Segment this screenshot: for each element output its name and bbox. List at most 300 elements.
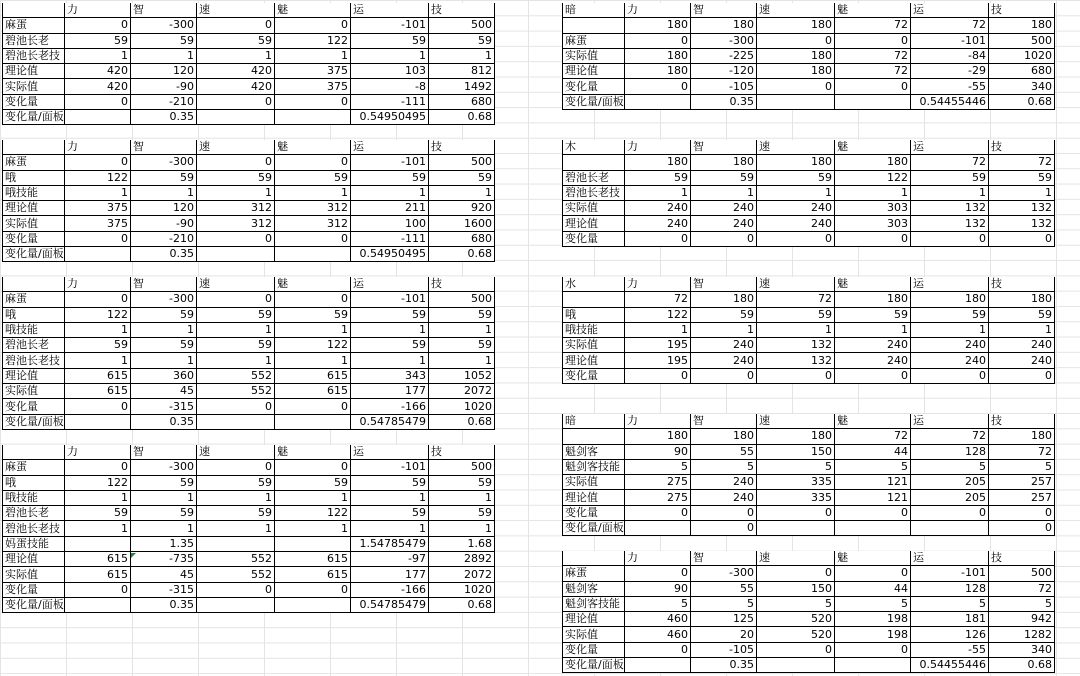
column-header-cell[interactable]: 魅 xyxy=(275,445,351,460)
value-cell[interactable]: 1 xyxy=(131,185,197,200)
value-cell[interactable]: 0 xyxy=(835,368,911,383)
value-cell[interactable]: 0 xyxy=(691,521,757,536)
value-cell[interactable]: 0.54455446 xyxy=(911,658,989,673)
row-label-cell[interactable]: 理论值 xyxy=(563,612,625,627)
value-cell[interactable]: 5 xyxy=(691,459,757,474)
value-cell[interactable]: 460 xyxy=(625,612,691,627)
value-cell[interactable]: 257 xyxy=(989,475,1055,490)
column-header-cell[interactable]: 力 xyxy=(625,140,691,155)
value-cell[interactable]: 1 xyxy=(131,322,197,337)
value-cell[interactable]: 0 xyxy=(757,33,835,48)
value-cell[interactable]: 59 xyxy=(691,307,757,322)
column-header-cell[interactable]: 技 xyxy=(989,140,1055,155)
row-label-cell[interactable]: 魁剑客技能 xyxy=(563,459,625,474)
column-header-cell[interactable]: 速 xyxy=(757,414,835,429)
value-cell[interactable]: 500 xyxy=(429,292,495,307)
row-label-cell[interactable]: 变化量/面板 xyxy=(563,658,625,673)
row-label-cell[interactable]: 哦技能 xyxy=(3,322,65,337)
value-cell[interactable]: 0 xyxy=(65,292,131,307)
value-cell[interactable]: 1 xyxy=(65,48,131,63)
value-cell[interactable]: 1 xyxy=(65,521,131,536)
value-cell[interactable]: 552 xyxy=(197,567,275,582)
row-label-cell[interactable]: 变化量 xyxy=(563,231,625,246)
value-cell[interactable]: 177 xyxy=(351,567,429,582)
value-cell[interactable]: 0 xyxy=(757,505,835,520)
value-cell[interactable]: 0 xyxy=(625,231,691,246)
value-cell[interactable]: 0 xyxy=(911,368,989,383)
value-cell[interactable]: 240 xyxy=(989,353,1055,368)
value-cell[interactable]: 59 xyxy=(131,338,197,353)
value-cell[interactable]: 59 xyxy=(275,475,351,490)
value-cell[interactable]: 360 xyxy=(131,368,197,383)
value-cell[interactable]: 59 xyxy=(911,170,989,185)
value-cell[interactable]: 1052 xyxy=(429,368,495,383)
column-header-cell[interactable]: 智 xyxy=(131,277,197,292)
value-cell[interactable]: 59 xyxy=(429,475,495,490)
value-cell[interactable]: 312 xyxy=(197,201,275,216)
value-cell[interactable]: 1 xyxy=(131,521,197,536)
row-label-cell[interactable]: 哦 xyxy=(3,475,65,490)
column-header-cell[interactable]: 魅 xyxy=(835,277,911,292)
row-label-cell[interactable]: 变化量 xyxy=(563,368,625,383)
value-cell[interactable]: -166 xyxy=(351,399,429,414)
row-label-cell[interactable]: 变化量/面板 xyxy=(563,521,625,536)
value-cell[interactable]: 942 xyxy=(989,612,1055,627)
column-header-cell[interactable]: 力 xyxy=(625,414,691,429)
value-cell[interactable]: 0 xyxy=(275,18,351,33)
row-label-cell[interactable]: 实际值 xyxy=(563,627,625,642)
value-cell[interactable]: 1 xyxy=(65,185,131,200)
value-cell[interactable] xyxy=(275,110,351,125)
column-header-cell[interactable]: 速 xyxy=(197,277,275,292)
value-cell[interactable]: 1 xyxy=(197,322,275,337)
value-cell[interactable]: 240 xyxy=(911,338,989,353)
header-label-cell[interactable] xyxy=(3,3,65,18)
value-cell[interactable]: 0 xyxy=(65,94,131,109)
value-cell[interactable]: 195 xyxy=(625,353,691,368)
value-cell[interactable]: 0 xyxy=(757,231,835,246)
value-cell[interactable]: 72 xyxy=(911,155,989,170)
value-cell[interactable]: 59 xyxy=(351,170,429,185)
value-cell[interactable]: 0 xyxy=(275,292,351,307)
value-cell[interactable]: 375 xyxy=(65,201,131,216)
value-cell[interactable]: 72 xyxy=(989,581,1055,596)
value-cell[interactable]: 72 xyxy=(757,292,835,307)
row-label-cell[interactable]: 理论值 xyxy=(563,64,625,79)
value-cell[interactable]: 180 xyxy=(835,155,911,170)
value-cell[interactable]: 20 xyxy=(691,627,757,642)
value-cell[interactable]: -29 xyxy=(911,64,989,79)
value-cell[interactable]: 59 xyxy=(429,307,495,322)
value-cell[interactable]: 1 xyxy=(131,490,197,505)
value-cell[interactable]: 59 xyxy=(131,307,197,322)
value-cell[interactable]: 1 xyxy=(351,322,429,337)
value-cell[interactable]: 59 xyxy=(757,170,835,185)
value-cell[interactable]: -225 xyxy=(691,48,757,63)
value-cell[interactable]: 1 xyxy=(131,353,197,368)
value-cell[interactable] xyxy=(625,521,691,536)
value-cell[interactable]: 128 xyxy=(911,581,989,596)
value-cell[interactable]: -111 xyxy=(351,94,429,109)
row-label-cell[interactable]: 理论值 xyxy=(3,552,65,567)
value-cell[interactable]: 0 xyxy=(625,79,691,94)
value-cell[interactable]: 59 xyxy=(131,506,197,521)
value-cell[interactable]: 59 xyxy=(625,170,691,185)
value-cell[interactable]: 180 xyxy=(625,48,691,63)
value-cell[interactable] xyxy=(197,597,275,612)
value-cell[interactable]: 1 xyxy=(351,490,429,505)
value-cell[interactable]: 303 xyxy=(835,216,911,231)
value-cell[interactable]: 59 xyxy=(911,307,989,322)
column-header-cell[interactable]: 运 xyxy=(351,140,429,155)
value-cell[interactable]: 44 xyxy=(835,444,911,459)
value-cell[interactable]: 55 xyxy=(691,581,757,596)
header-label-cell[interactable]: 水 xyxy=(563,277,625,292)
value-cell[interactable]: 1 xyxy=(691,185,757,200)
value-cell[interactable]: 520 xyxy=(757,627,835,642)
column-header-cell[interactable]: 速 xyxy=(757,140,835,155)
value-cell[interactable]: -101 xyxy=(351,292,429,307)
row-label-cell[interactable]: 理论值 xyxy=(563,490,625,505)
value-cell[interactable]: -97 xyxy=(351,552,429,567)
value-cell[interactable]: 375 xyxy=(275,64,351,79)
value-cell[interactable]: 1 xyxy=(65,322,131,337)
value-cell[interactable]: 45 xyxy=(131,384,197,399)
value-cell[interactable]: 1600 xyxy=(429,216,495,231)
value-cell[interactable]: 0 xyxy=(625,33,691,48)
value-cell[interactable]: 0 xyxy=(275,399,351,414)
value-cell[interactable]: 275 xyxy=(625,490,691,505)
value-cell[interactable]: 5 xyxy=(911,459,989,474)
value-cell[interactable]: 59 xyxy=(197,170,275,185)
value-cell[interactable]: 180 xyxy=(691,18,757,33)
value-cell[interactable]: 59 xyxy=(197,338,275,353)
value-cell[interactable]: 72 xyxy=(835,64,911,79)
row-label-cell[interactable]: 麻蛋 xyxy=(563,33,625,48)
value-cell[interactable] xyxy=(197,536,275,551)
value-cell[interactable]: 615 xyxy=(275,368,351,383)
value-cell[interactable]: 0 xyxy=(835,79,911,94)
value-cell[interactable]: 132 xyxy=(989,216,1055,231)
column-header-cell[interactable]: 魅 xyxy=(835,551,911,566)
row-label-cell[interactable]: 碧池长老技 xyxy=(3,521,65,536)
value-cell[interactable]: 132 xyxy=(757,338,835,353)
value-cell[interactable]: 1020 xyxy=(429,399,495,414)
column-header-cell[interactable]: 力 xyxy=(625,277,691,292)
row-label-cell[interactable]: 变化量/面板 xyxy=(3,110,65,125)
value-cell[interactable]: 552 xyxy=(197,368,275,383)
value-cell[interactable]: 1 xyxy=(275,322,351,337)
value-cell[interactable]: 72 xyxy=(835,18,911,33)
value-cell[interactable]: 0 xyxy=(625,566,691,581)
value-cell[interactable]: 0 xyxy=(835,505,911,520)
value-cell[interactable]: -300 xyxy=(131,460,197,475)
value-cell[interactable]: 0 xyxy=(691,231,757,246)
value-cell[interactable]: 59 xyxy=(835,307,911,322)
value-cell[interactable]: 615 xyxy=(65,567,131,582)
value-cell[interactable]: 0 xyxy=(989,231,1055,246)
value-cell[interactable]: 0 xyxy=(197,582,275,597)
value-cell[interactable]: 240 xyxy=(989,338,1055,353)
value-cell[interactable]: 1 xyxy=(275,185,351,200)
column-header-cell[interactable]: 运 xyxy=(911,551,989,566)
column-header-cell[interactable]: 魅 xyxy=(835,414,911,429)
value-cell[interactable]: 680 xyxy=(429,94,495,109)
value-cell[interactable]: 122 xyxy=(275,338,351,353)
value-cell[interactable]: 680 xyxy=(989,64,1055,79)
value-cell[interactable]: 1 xyxy=(911,185,989,200)
value-cell[interactable]: 240 xyxy=(691,490,757,505)
column-header-cell[interactable]: 速 xyxy=(197,3,275,18)
header-label-cell[interactable] xyxy=(3,445,65,460)
value-cell[interactable]: 240 xyxy=(691,353,757,368)
value-cell[interactable]: 5 xyxy=(757,459,835,474)
column-header-cell[interactable]: 技 xyxy=(429,3,495,18)
value-cell[interactable]: 0.68 xyxy=(989,658,1055,673)
value-cell[interactable]: -105 xyxy=(691,79,757,94)
value-cell[interactable]: 552 xyxy=(197,384,275,399)
row-label-cell[interactable]: 哦 xyxy=(563,307,625,322)
value-cell[interactable]: 59 xyxy=(275,170,351,185)
value-cell[interactable] xyxy=(757,658,835,673)
header-label-cell[interactable]: 木 xyxy=(563,140,625,155)
value-cell[interactable]: 122 xyxy=(275,506,351,521)
value-cell[interactable]: -300 xyxy=(131,18,197,33)
value-cell[interactable]: 122 xyxy=(835,170,911,185)
value-cell[interactable]: 5 xyxy=(835,459,911,474)
value-cell[interactable] xyxy=(625,94,691,109)
value-cell[interactable]: 500 xyxy=(429,460,495,475)
value-cell[interactable]: 103 xyxy=(351,64,429,79)
value-cell[interactable] xyxy=(625,658,691,673)
value-cell[interactable]: 195 xyxy=(625,338,691,353)
column-header-cell[interactable]: 力 xyxy=(65,140,131,155)
value-cell[interactable]: 1282 xyxy=(989,627,1055,642)
value-cell[interactable]: 312 xyxy=(275,201,351,216)
value-cell[interactable]: 1 xyxy=(691,322,757,337)
value-cell[interactable]: 2892 xyxy=(429,552,495,567)
value-cell[interactable]: 59 xyxy=(351,33,429,48)
row-label-cell[interactable]: 理论值 xyxy=(3,201,65,216)
row-label-cell[interactable]: 麻蛋 xyxy=(3,292,65,307)
value-cell[interactable]: 1 xyxy=(351,353,429,368)
header-label-cell[interactable]: 暗 xyxy=(563,414,625,429)
value-cell[interactable]: 0 xyxy=(757,642,835,657)
value-cell[interactable]: 1 xyxy=(989,322,1055,337)
value-cell[interactable]: 1 xyxy=(197,490,275,505)
value-cell[interactable]: 275 xyxy=(625,475,691,490)
value-cell[interactable]: -120 xyxy=(691,64,757,79)
value-cell[interactable]: 460 xyxy=(625,627,691,642)
value-cell[interactable]: 1 xyxy=(429,490,495,505)
value-cell[interactable]: 198 xyxy=(835,612,911,627)
value-cell[interactable]: 1 xyxy=(757,322,835,337)
column-header-cell[interactable]: 技 xyxy=(989,414,1055,429)
value-cell[interactable]: 120 xyxy=(131,64,197,79)
value-cell[interactable]: 128 xyxy=(911,444,989,459)
value-cell[interactable]: 0 xyxy=(835,33,911,48)
value-cell[interactable]: 0.35 xyxy=(691,658,757,673)
value-cell[interactable]: 0 xyxy=(197,399,275,414)
column-header-cell[interactable]: 智 xyxy=(691,277,757,292)
value-cell[interactable]: 1 xyxy=(835,322,911,337)
value-cell[interactable]: 335 xyxy=(757,490,835,505)
value-cell[interactable]: 2072 xyxy=(429,384,495,399)
value-cell[interactable]: 181 xyxy=(911,612,989,627)
row-label-cell[interactable]: 魁剑客技能 xyxy=(563,596,625,611)
column-header-cell[interactable]: 智 xyxy=(691,551,757,566)
column-header-cell[interactable]: 魅 xyxy=(835,3,911,18)
column-header-cell[interactable]: 速 xyxy=(757,3,835,18)
value-cell[interactable]: 0 xyxy=(691,368,757,383)
value-cell[interactable]: 1 xyxy=(275,48,351,63)
value-cell[interactable]: 59 xyxy=(429,338,495,353)
value-cell[interactable]: 420 xyxy=(65,64,131,79)
value-cell[interactable]: 0.68 xyxy=(429,414,495,429)
value-cell[interactable]: -315 xyxy=(131,399,197,414)
row-label-cell[interactable]: 哦技能 xyxy=(3,185,65,200)
value-cell[interactable]: 44 xyxy=(835,581,911,596)
value-cell[interactable]: 0 xyxy=(989,521,1055,536)
value-cell[interactable]: 59 xyxy=(131,33,197,48)
value-cell[interactable]: 0.68 xyxy=(429,597,495,612)
value-cell[interactable]: 0 xyxy=(625,368,691,383)
row-label-cell[interactable]: 变化量 xyxy=(3,231,65,246)
value-cell[interactable]: -84 xyxy=(911,48,989,63)
value-cell[interactable]: -300 xyxy=(691,566,757,581)
value-cell[interactable]: 1.35 xyxy=(131,536,197,551)
value-cell[interactable]: 59 xyxy=(429,33,495,48)
value-cell[interactable]: 90 xyxy=(625,444,691,459)
value-cell[interactable]: 240 xyxy=(625,201,691,216)
value-cell[interactable]: 0 xyxy=(911,231,989,246)
value-cell[interactable]: -111 xyxy=(351,231,429,246)
value-cell[interactable]: 240 xyxy=(691,338,757,353)
value-cell[interactable]: 59 xyxy=(197,506,275,521)
row-label-cell[interactable]: 麻蛋 xyxy=(3,155,65,170)
value-cell[interactable]: 1 xyxy=(429,48,495,63)
column-header-cell[interactable]: 智 xyxy=(131,3,197,18)
value-cell[interactable]: 0 xyxy=(835,566,911,581)
value-cell[interactable]: 177 xyxy=(351,384,429,399)
column-header-cell[interactable]: 技 xyxy=(989,551,1055,566)
value-cell[interactable]: 150 xyxy=(757,444,835,459)
value-cell[interactable]: -105 xyxy=(691,642,757,657)
value-cell[interactable]: 680 xyxy=(429,231,495,246)
value-cell[interactable]: 211 xyxy=(351,201,429,216)
header-label-cell[interactable]: 暗 xyxy=(563,3,625,18)
row-label-cell[interactable]: 碧池长老 xyxy=(3,338,65,353)
column-header-cell[interactable]: 速 xyxy=(757,277,835,292)
value-cell[interactable]: 1 xyxy=(275,521,351,536)
value-cell[interactable]: 0 xyxy=(911,505,989,520)
value-cell[interactable]: 0 xyxy=(835,642,911,657)
column-header-cell[interactable]: 力 xyxy=(65,3,131,18)
value-cell[interactable]: 5 xyxy=(835,596,911,611)
value-cell[interactable]: 180 xyxy=(757,64,835,79)
column-header-cell[interactable]: 速 xyxy=(757,551,835,566)
value-cell[interactable]: 343 xyxy=(351,368,429,383)
value-cell[interactable]: 0 xyxy=(691,505,757,520)
value-cell[interactable]: 180 xyxy=(625,155,691,170)
value-cell[interactable]: 0.35 xyxy=(691,94,757,109)
value-cell[interactable]: 90 xyxy=(625,581,691,596)
row-label-cell[interactable]: 变化量 xyxy=(563,642,625,657)
row-label-cell[interactable]: 碧池长老技 xyxy=(563,185,625,200)
value-cell[interactable]: 240 xyxy=(691,475,757,490)
value-cell[interactable]: 0.54785479 xyxy=(351,414,429,429)
value-cell[interactable]: 132 xyxy=(757,353,835,368)
value-cell[interactable]: 198 xyxy=(835,627,911,642)
value-cell[interactable]: 552 xyxy=(197,552,275,567)
value-cell[interactable]: 5 xyxy=(625,596,691,611)
value-cell[interactable]: 303 xyxy=(835,201,911,216)
value-cell[interactable]: -210 xyxy=(131,94,197,109)
column-header-cell[interactable]: 运 xyxy=(911,140,989,155)
value-cell[interactable]: 312 xyxy=(275,216,351,231)
value-cell[interactable]: 615 xyxy=(275,384,351,399)
column-header-cell[interactable]: 技 xyxy=(989,277,1055,292)
header-label-cell[interactable] xyxy=(3,277,65,292)
value-cell[interactable]: 615 xyxy=(65,368,131,383)
value-cell[interactable]: 520 xyxy=(757,612,835,627)
value-cell[interactable]: 1 xyxy=(911,322,989,337)
value-cell[interactable] xyxy=(197,247,275,262)
value-cell[interactable]: 0 xyxy=(65,582,131,597)
value-cell[interactable]: 240 xyxy=(691,201,757,216)
value-cell[interactable]: 0.54950495 xyxy=(351,110,429,125)
value-cell[interactable]: 1 xyxy=(275,353,351,368)
row-label-cell[interactable]: 理论值 xyxy=(563,216,625,231)
column-header-cell[interactable]: 智 xyxy=(691,414,757,429)
value-cell[interactable]: 0.35 xyxy=(131,247,197,262)
value-cell[interactable]: 500 xyxy=(429,18,495,33)
column-header-cell[interactable]: 魅 xyxy=(275,277,351,292)
row-label-cell[interactable]: 实际值 xyxy=(563,48,625,63)
value-cell[interactable]: 240 xyxy=(757,216,835,231)
value-cell[interactable]: 122 xyxy=(625,307,691,322)
value-cell[interactable]: 1 xyxy=(757,185,835,200)
value-cell[interactable]: -101 xyxy=(911,33,989,48)
value-cell[interactable]: -55 xyxy=(911,642,989,657)
value-cell[interactable]: 59 xyxy=(989,170,1055,185)
row-label-cell[interactable]: 碧池长老 xyxy=(563,170,625,185)
row-label-cell[interactable]: 实际值 xyxy=(3,384,65,399)
value-cell[interactable]: 335 xyxy=(757,475,835,490)
value-cell[interactable]: 72 xyxy=(911,429,989,444)
value-cell[interactable]: 0 xyxy=(625,642,691,657)
row-label-cell[interactable]: 哦技能 xyxy=(3,490,65,505)
value-cell[interactable]: -166 xyxy=(351,582,429,597)
value-cell[interactable]: 0 xyxy=(625,505,691,520)
value-cell[interactable]: 59 xyxy=(757,307,835,322)
value-cell[interactable]: 1 xyxy=(131,48,197,63)
value-cell[interactable]: 0 xyxy=(989,505,1055,520)
value-cell[interactable]: 122 xyxy=(65,307,131,322)
column-header-cell[interactable]: 力 xyxy=(65,445,131,460)
value-cell[interactable]: 59 xyxy=(351,307,429,322)
column-header-cell[interactable]: 技 xyxy=(429,277,495,292)
value-cell[interactable]: 122 xyxy=(65,475,131,490)
row-label-cell[interactable]: 哦技能 xyxy=(563,322,625,337)
value-cell[interactable]: 1 xyxy=(429,322,495,337)
row-label-cell[interactable]: 魁剑客 xyxy=(563,444,625,459)
header-label-cell[interactable] xyxy=(563,551,625,566)
header-label-cell[interactable] xyxy=(3,140,65,155)
column-header-cell[interactable]: 运 xyxy=(911,414,989,429)
value-cell[interactable]: 0 xyxy=(197,292,275,307)
row-label-cell[interactable] xyxy=(563,155,625,170)
